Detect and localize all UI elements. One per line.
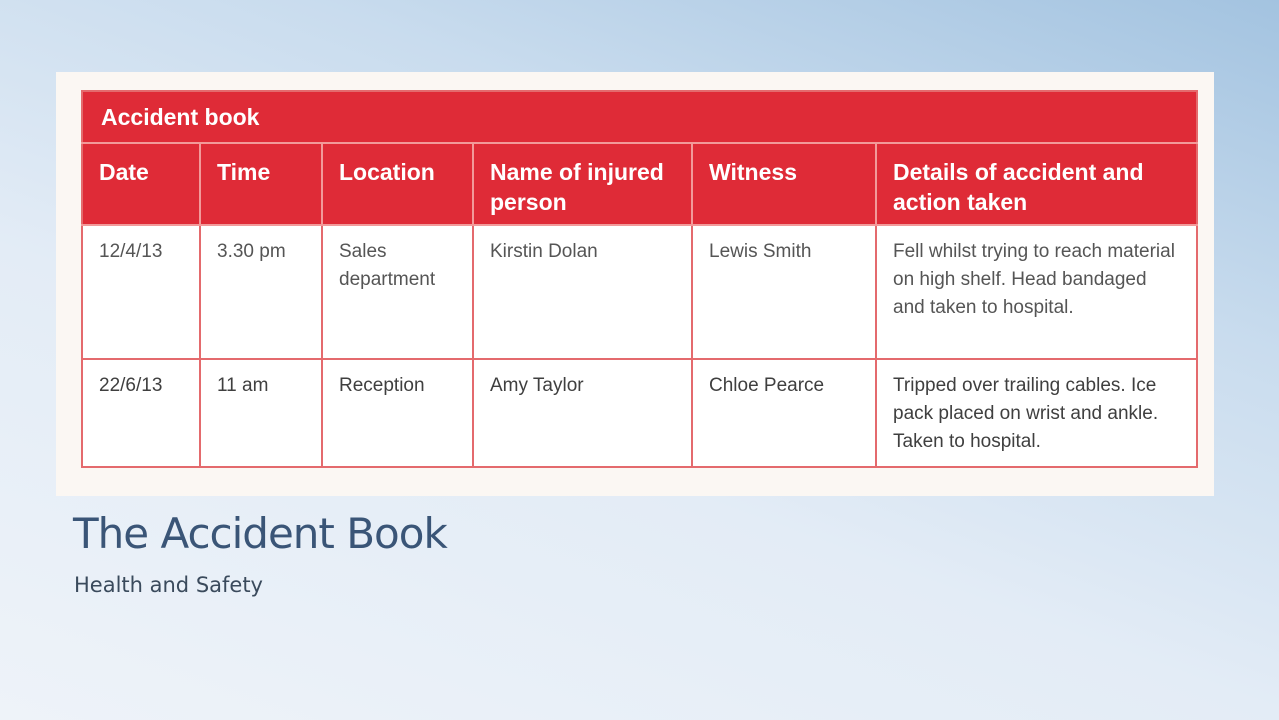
- table-row: [82, 359, 1197, 467]
- cell-time: 11 am: [200, 359, 322, 467]
- table-header-row: [82, 143, 1197, 225]
- column-header-details: Details of accident and action taken: [876, 143, 1197, 225]
- column-header-name: Name of injured person: [473, 143, 692, 225]
- column-header-time: Time: [200, 143, 322, 225]
- cell-location: Sales department: [322, 225, 473, 359]
- slide-title: The Accident Book: [73, 509, 447, 558]
- table-row: [82, 225, 1197, 359]
- column-header-witness: Witness: [692, 143, 876, 225]
- accident-book-image: [56, 72, 1214, 496]
- cell-name: Amy Taylor: [473, 359, 692, 467]
- cell-details: Fell whilst trying to reach material on high shelf. Head bandaged and taken to hospital.: [876, 225, 1197, 359]
- cell-time: 3.30 pm: [200, 225, 322, 359]
- table-title: Accident book: [82, 91, 1197, 143]
- table-title-row: [82, 91, 1197, 143]
- cell-date: 22/6/13: [82, 359, 200, 467]
- cell-date: 12/4/13: [82, 225, 200, 359]
- column-header-date: Date: [82, 143, 200, 225]
- slide-subtitle: Health and Safety: [74, 573, 263, 597]
- cell-witness: Lewis Smith: [692, 225, 876, 359]
- column-header-location: Location: [322, 143, 473, 225]
- cell-witness: Chloe Pearce: [692, 359, 876, 467]
- cell-details: Tripped over trailing cables. Ice pack placed on wrist and ankle. Taken to hospital.: [876, 359, 1197, 467]
- accident-book-table: [81, 90, 1198, 468]
- cell-location: Reception: [322, 359, 473, 467]
- cell-name: Kirstin Dolan: [473, 225, 692, 359]
